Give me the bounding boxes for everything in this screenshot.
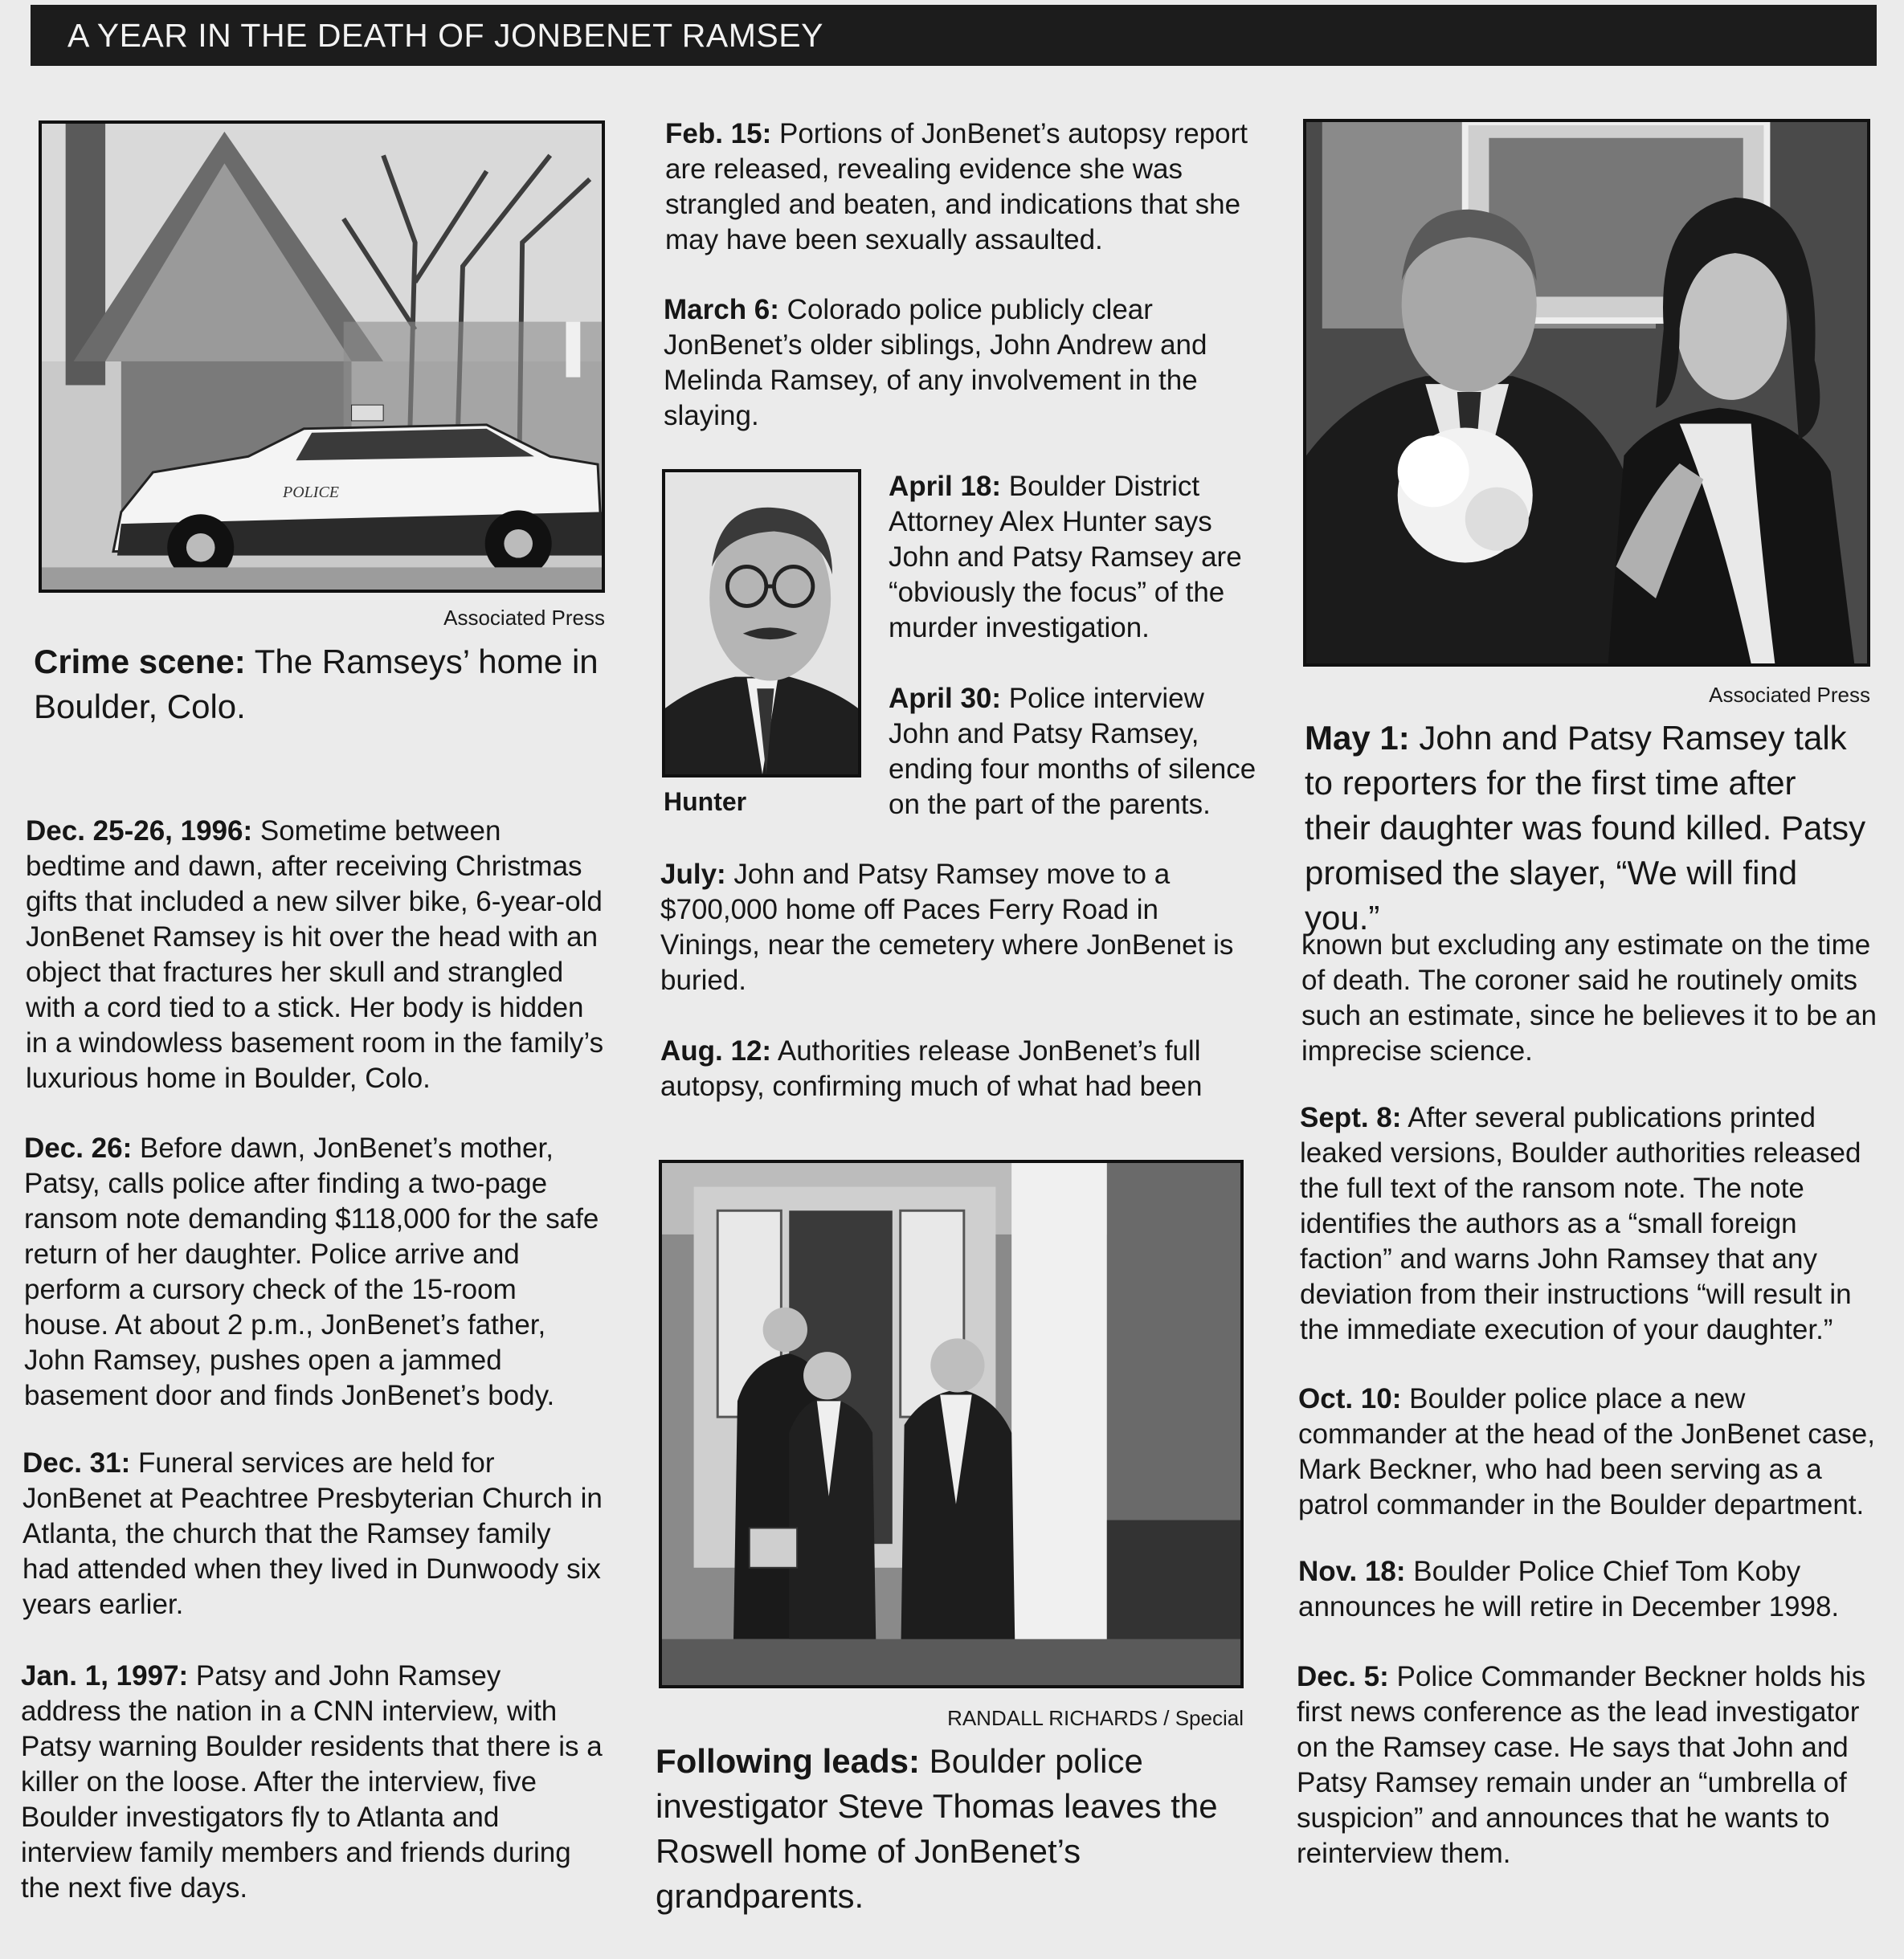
entry-aug-12-continued: known but excluding any estimate on the time of death. The coroner said he routinely omits such an estimate, since he believes it to be an imprecise science. [1301, 929, 1877, 1067]
entry-sept-8: Sept. 8: After several publications printed leaked versions, Boulder authorities released the full text of the ransom note. The note identifies the authors as a “small foreign faction” and warns John Ramsey that any deviation from their instructions “will result in the immediate execution of your daughter.” [1300, 1102, 1861, 1345]
entry-dec-25-26: Dec. 25-26, 1996: Sometime between bedtime and dawn, after receiving Christmas gifts that included a new silver bike, 6-year-old JonBenet Ramsey is hit over the head with an object that fractures her skull and strangled with a cord tied to a stick. Her body is hidden in a windowless basement room in the family’s luxurious home in Boulder, Colo. [26, 815, 604, 1094]
following-leads-photo [659, 1160, 1244, 1688]
entry-aug-12: Aug. 12: Authorities release JonBenet’s full autopsy, confirming much of what had been [660, 1035, 1203, 1102]
ramseys-photo [1303, 119, 1870, 667]
entry-jan-1: Jan. 1, 1997: Patsy and John Ramsey address the nation in a CNN interview, with Patsy warning Boulder residents that there is a killer on the loose. After the interview, five Boulder investigators fly to Atlanta and interview family members and friends during the next five days. [21, 1660, 603, 1904]
ramseys-credit: Associated Press [1709, 683, 1870, 707]
hunter-label: Hunter [664, 787, 747, 816]
entry-nov-18: Nov. 18: Boulder Police Chief Tom Koby announces he will retire in December 1998. [1298, 1556, 1840, 1622]
caption-text: John and Patsy Ramsey talk to reporters for the first time after their daughter was found killed. Patsy promised the slayer, “We will find you.” [1305, 719, 1866, 937]
entry-april-30: April 30: Police interview John and Patsy Ramsey, ending four months of silence on the part of the parents. [889, 683, 1256, 820]
caption-label: Following leads: [656, 1742, 921, 1780]
caption-label: May 1: [1305, 719, 1410, 757]
caption-text: The Ramseys’ home in Boulder, Colo. [34, 643, 599, 725]
caption-text: Boulder police investigator Steve Thomas leaves the Roswell home of JonBenet’s grandparents. [656, 1742, 1218, 1915]
crime-scene-credit: Associated Press [443, 606, 605, 630]
following-leads-credit: RANDALL RICHARDS / Special [947, 1706, 1244, 1730]
caption-label: Crime scene: [34, 643, 246, 680]
entry-dec-31: Dec. 31: Funeral services are held for JonBenet at Peachtree Presbyterian Church in Atlanta, the church that the Ramsey family had attended when they lived in Dunwoody six years earlier. [22, 1447, 603, 1620]
entry-march-6: March 6: Colorado police publicly clear JonBenet’s older siblings, John Andrew and Melinda Ramsey, of any involvement in the slaying. [664, 294, 1207, 431]
entry-dec-26: Dec. 26: Before dawn, JonBenet’s mother, Patsy, calls police after finding a two-page ransom note demanding $118,000 for the safe return of her daughter. Police arrive and perform a cursory check of the 15-room house. At about 2 p.m., JonBenet’s father, John Ramsey, pushes open a jammed basement door and finds JonBenet’s body. [24, 1133, 599, 1411]
police-car-label: POLICE [283, 484, 339, 501]
following-leads-caption [656, 1739, 1250, 1919]
hunter-photo [662, 469, 861, 777]
entry-oct-10: Oct. 10: Boulder police place a new commander at the head of the JonBenet case, Mark Beckner, who had been serving as a patrol commander in the Boulder department. [1298, 1383, 1875, 1520]
entry-july: July: John and Patsy Ramsey move to a $700,000 home off Paces Ferry Road in Vinings, near the cemetery where JonBenet is buried. [660, 859, 1234, 996]
crime-scene-photo [39, 120, 605, 593]
entry-feb-15: Feb. 15: Portions of JonBenet’s autopsy report are released, revealing evidence she was strangled and beaten, and indications that she may have been sexually assaulted. [665, 118, 1248, 255]
entry-april-18: April 18: Boulder District Attorney Alex Hunter says John and Patsy Ramsey are “obviously the focus” of the murder investigation. [889, 471, 1242, 643]
crime-scene-caption [34, 639, 620, 729]
entry-dec-5: Dec. 5: Police Commander Beckner holds his first news conference as the lead investigator on the Ramsey case. He says that John and Patsy Ramsey remain under an “umbrella of suspicion” and announces that he wants to reinterview them. [1297, 1661, 1866, 1869]
section-header: A YEAR IN THE DEATH OF JONBENET RAMSEY [31, 5, 1877, 66]
ramseys-caption [1305, 716, 1867, 941]
